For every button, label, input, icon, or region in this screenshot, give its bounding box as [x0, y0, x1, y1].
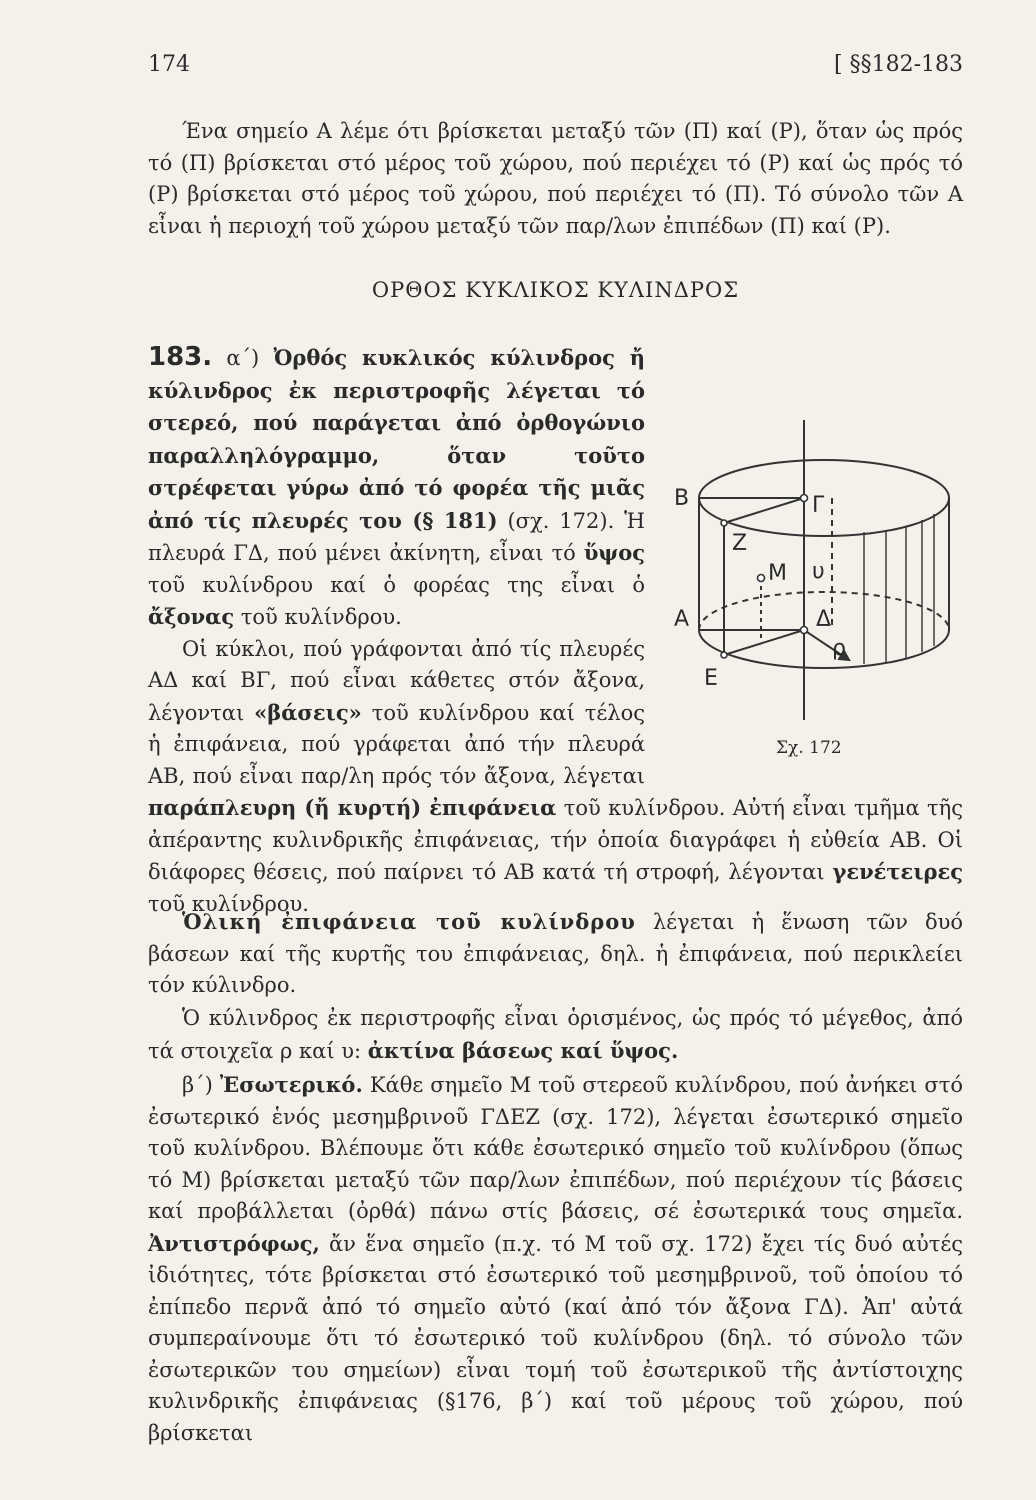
segment-ED	[724, 630, 804, 655]
interior-paragraph	[148, 1069, 963, 1449]
text: Κάθε σημεῖο Μ τοῦ στερεοῦ κυλίνδρου, πού ἀνήκει στό ἐσωτερικό ἑνός μεσημβρινοῦ ΓΔΕΖ (σχ. 172), λέγεται ἐσωτερικό σημεῖο τοῦ κυλίνδρου. Βλέπουμε ὅτι κάθε ἐσωτερικό σημεῖο τοῦ κυλίνδρου (ὅπως τό Μ) βρίσκεται μεταξύ τῶν παρ/λων ἐπιπέδων, πού περιέχουν τίς βάσεις καί προβάλλεται (ὀρθά) πάνω στίς βάσεις, σέ ἐσωτερικά τους σημεῖα.	[148, 1073, 963, 1223]
label-B: Β	[674, 486, 690, 511]
subsection-b-label: β΄)	[182, 1073, 220, 1097]
term-height: ὕψος	[583, 540, 645, 565]
term-total-surface: Ὁλική ἐπιφάνεια τοῦ κυλίνδρου	[182, 909, 636, 934]
text: τοῦ κυλίνδρου καί ὁ φορέας της εἶναι ὁ	[148, 572, 645, 597]
page-number: 174	[148, 52, 190, 77]
label-G: Γ	[812, 493, 825, 518]
term-conversely: Ἀντιστρόφως,	[148, 1230, 320, 1256]
term-axis: ἄξονας	[148, 604, 235, 629]
text: τοῦ κυλίνδρου καί τέλος ἡ ἐπιφάνεια, πού γράφεται ἀπό τήν πλευρά ΑΒ, πού εἶναι παρ/λη πρός τόν ἄξονα, λέγεται	[148, 700, 646, 788]
bottom-base-front	[699, 630, 949, 668]
label-D: Δ	[816, 607, 832, 632]
section-title: ΟΡΘΟΣ ΚΥΚΛΙΚΟΣ ΚΥΛΙΝΔΡΟΣ	[371, 278, 740, 302]
cylinder-figure	[664, 420, 964, 770]
text: Οἱ κύκλοι, πού γράφονται ἀπό τίς πλευρές ΑΔ καί ΒΓ, πού εἶναι κάθετες στόν ἄξονα, λέγονται	[148, 636, 645, 725]
text: Ὁ κύλινδρος ἐκ περιστροφῆς εἶναι ὁρισμένος, ὡς πρός τό μέγεθος, ἀπό τά στοιχεῖα ρ καί υ:	[148, 1006, 963, 1063]
term-interior: Ἐσωτερικό.	[219, 1072, 363, 1097]
text: τοῦ κυλίνδρου.	[234, 605, 402, 629]
label-U: υ	[812, 559, 825, 584]
determined-paragraph	[148, 1003, 963, 1067]
text: ἄν ἕνα σημεῖο (π.χ. τό Μ τοῦ σχ. 172) ἔχει τίς δυό αὐτές ἰδιότητες, τότε βρίσκεται στό ἐσωτερικό τοῦ μεσημβρινοῦ, τοῦ ὁποίου τό ἐπίπεδο περνᾶ ἀπό τό σημεῖο αὐτό (καί ἀπό τόν ἄξονα ΓΔ). Ἀπ' αὐτά συμπεραίνουμε ὅτι τό ἐσωτερικό τοῦ κυλίνδρου (δηλ. τό σύνολο τῶν ἐσωτερικῶν του σημείων) εἶναι τομή τοῦ ἐσωτερικοῦ τῆς ἀντίστοιχης κυλινδρικῆς ἐπιφάνειας (§176, β΄) καί τοῦ μέρους τοῦ χώρου, πού βρίσκεται	[148, 1231, 963, 1445]
label-Z: Ζ	[732, 531, 748, 556]
label-A: Α	[674, 607, 690, 632]
term-radius-height: ἀκτίνα βάσεως καί ὕψος.	[367, 1037, 679, 1063]
figure-caption: Σχ. 172	[776, 738, 842, 758]
term-bases: «βάσεις»	[254, 699, 362, 725]
definition-cylinder: Ὀρθός κυκλικός κύλινδρος ἤ κύλινδρος ἐκ περιστροφῆς λέγεται τό στερεό, πού παράγεται ἀπό ὀρθογώνιο παραλληλόγραμμο, ὅταν τοῦτο στρέφεται γύρω ἀπό τό φορέα τῆς μιᾶς ἀπό τίς πλευρές του (§ 181)	[148, 345, 645, 533]
segment-ZG	[724, 498, 804, 523]
text: (σχ. 172). Ἡ πλευρά ΓΔ, πού μένει ἀκίνητη, εἶναι τό	[148, 508, 645, 565]
section-reference: [ §§182-183	[834, 52, 963, 77]
intro-paragraph: Ένα σημείο Α λέμε ότι βρίσκεται μεταξύ τῶν (Π) καί (Ρ), ὅταν ὡς πρός τό (Π) βρίσκεται στό μέρος τοῦ χώρου, πού περιέχει τό (Ρ) καί ὡς πρός τό (Ρ) βρίσκεται στό μέρος τοῦ χώρου, πού περιέχει τό (Π). Τό σύνολο τῶν Α εἶναι ἡ περιοχή τοῦ χώρου μεταξύ τῶν παρ/λων ἐπιπέδων (Π) καί (Ρ).	[148, 119, 963, 238]
total-surface-paragraph	[148, 906, 963, 1002]
term-lateral-surface: παράπλευρη (ἤ κυρτή) ἐπιφάνεια	[148, 795, 557, 820]
label-M: Μ	[768, 561, 787, 586]
term-generators: γενέτειρες	[832, 859, 963, 884]
text: τοῦ κυλίνδρου.	[148, 891, 309, 916]
text: λέγεται ἡ ἕνωση τῶν δυό βάσεων καί τῆς κυρτῆς του ἐπιφάνειας, δηλ. ἡ ἐπιφάνεια, πού περικλείει τόν κύλινδρο.	[148, 910, 963, 997]
page-header	[148, 52, 963, 86]
label-E: Ε	[704, 666, 718, 691]
subsection-a-label: α΄)	[212, 346, 274, 370]
text: τοῦ κυλίνδρου. Αὐτή εἶναι τμῆμα τῆς ἀπέραντης κυλινδρικῆς ἐπιφάνειας, τήν ὁποία διαγράφει ἡ εὐθεία ΑΒ. Οἱ διάφορες θέσεις, πού παίρνει τό ΑΒ κατά τή στροφή, λέγονται	[148, 796, 963, 884]
section-number: 183.	[148, 342, 213, 372]
label-R: ρ	[832, 636, 846, 661]
